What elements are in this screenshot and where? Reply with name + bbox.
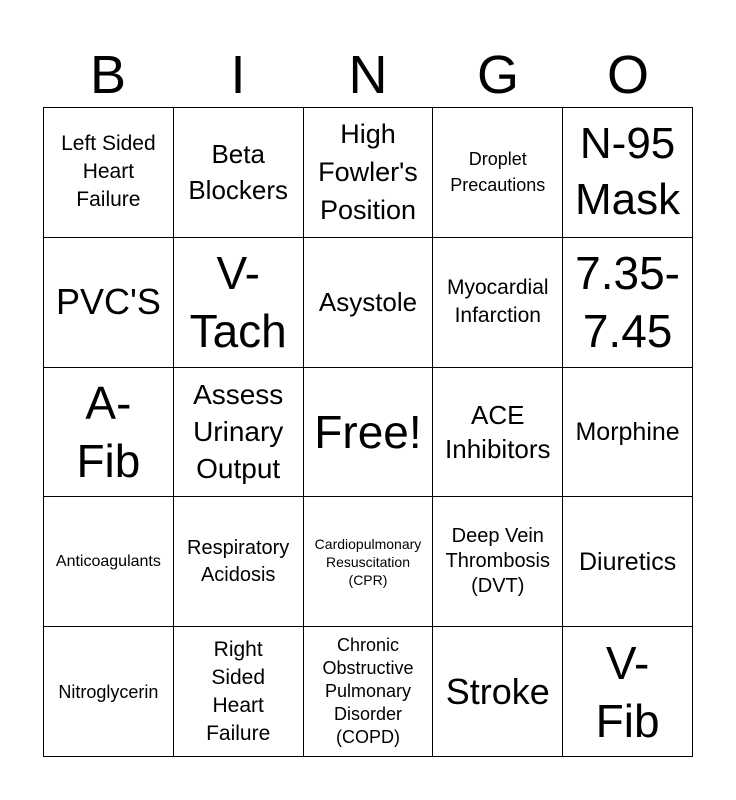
cell-text: Respiratory Acidosis — [187, 536, 290, 586]
bingo-cell[interactable] — [433, 497, 563, 627]
bingo-cell[interactable] — [304, 108, 434, 238]
cell-text: Anticoagulants — [55, 552, 161, 570]
cell-text: Free! — [314, 405, 422, 458]
bingo-header — [43, 42, 693, 108]
bingo-cell[interactable] — [563, 368, 693, 498]
bingo-cell[interactable] — [44, 497, 174, 627]
cell-text: High Fowler's Position — [318, 119, 418, 226]
cell-text: PVC'S — [55, 281, 161, 323]
cell-text: Beta Blockers — [188, 139, 289, 206]
cell-text: Droplet Precautions — [450, 149, 546, 196]
cell-text: A-Fib — [76, 376, 141, 487]
bingo-cell[interactable] — [563, 627, 693, 757]
bingo-cell[interactable] — [44, 238, 174, 368]
cell-text: N-95 Mask — [575, 119, 681, 225]
cell-text: Assess Urinary Output — [193, 379, 284, 485]
header-letter-n: N — [348, 45, 388, 105]
cell-text: 7.35-7.45 — [575, 247, 681, 358]
bingo-cell[interactable] — [174, 368, 304, 498]
bingo-cell[interactable] — [174, 238, 304, 368]
cell-text: Morphine — [575, 417, 680, 446]
bingo-card-grid — [43, 107, 693, 757]
bingo-cell[interactable] — [433, 238, 563, 368]
cell-text: Chronic Obstructive Pulmonary Disorder (COPD) — [322, 635, 414, 748]
bingo-cell[interactable] — [44, 368, 174, 498]
bingo-cell[interactable] — [304, 238, 434, 368]
bingo-cell[interactable] — [44, 627, 174, 757]
bingo-cell[interactable] — [44, 108, 174, 238]
bingo-cell[interactable] — [563, 108, 693, 238]
bingo-cell[interactable] — [433, 368, 563, 498]
header-letter-i: I — [230, 45, 246, 105]
bingo-cell[interactable] — [563, 238, 693, 368]
cell-text: ACE Inhibitors — [445, 399, 551, 464]
cell-text: Right Sided Heart Failure — [206, 637, 271, 745]
cell-text: V-Tach — [189, 247, 287, 358]
cell-text: Asystole — [318, 287, 418, 318]
bingo-cell[interactable] — [433, 108, 563, 238]
header-letter-b: B — [89, 45, 127, 105]
cell-text: Left Sided Heart Failure — [61, 132, 156, 212]
bingo-cell[interactable] — [174, 627, 304, 757]
bingo-cell[interactable] — [174, 497, 304, 627]
bingo-cell[interactable] — [433, 627, 563, 757]
bingo-cell[interactable] — [304, 368, 434, 498]
bingo-cell[interactable] — [304, 497, 434, 627]
bingo-cell[interactable] — [304, 627, 434, 757]
header-letter-g: G — [476, 45, 519, 105]
cell-text: Nitroglycerin — [58, 681, 159, 702]
cell-text: V-Fib — [595, 636, 660, 747]
bingo-cell[interactable] — [174, 108, 304, 238]
cell-text: Cardiopulmonary Resuscitation (CPR) — [314, 535, 422, 588]
header-letter-o: O — [606, 45, 649, 105]
cell-text: Stroke — [445, 670, 550, 712]
cell-text: Myocardial Infarction — [447, 276, 549, 328]
bingo-cell[interactable] — [563, 497, 693, 627]
cell-text: Diuretics — [578, 547, 677, 576]
cell-text: Deep Vein Thrombosis (DVT) — [445, 525, 551, 598]
